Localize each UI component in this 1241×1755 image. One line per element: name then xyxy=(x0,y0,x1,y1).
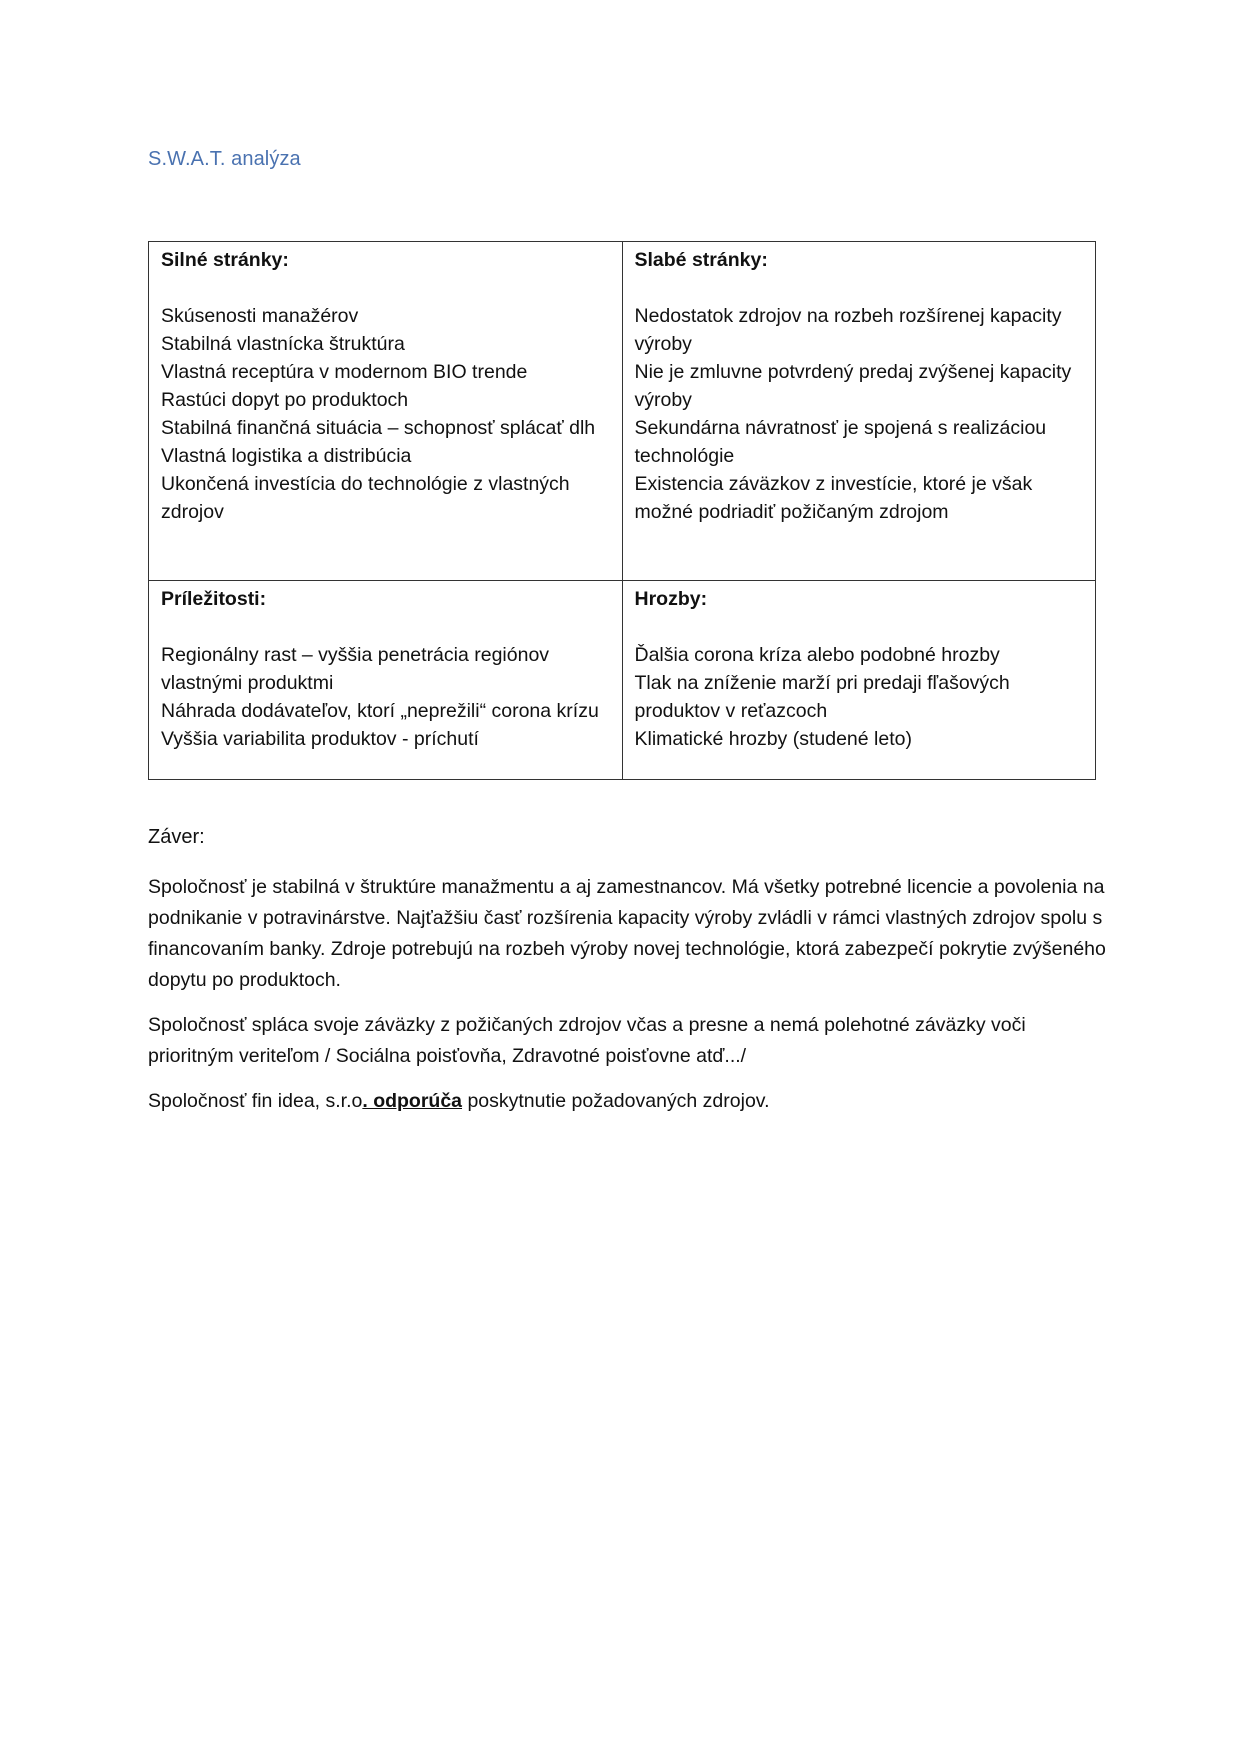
threats-cell xyxy=(622,581,1096,780)
page-title: S.W.A.T. analýza xyxy=(148,148,301,170)
recommendation-paragraph xyxy=(148,1086,1108,1117)
list-item: Stabilná finančná situácia – schopnosť splácať dlh xyxy=(161,417,596,439)
list-item: Klimatické hrozby (studené leto) xyxy=(634,728,912,750)
swot-table xyxy=(148,241,1096,780)
strengths-list xyxy=(161,302,610,526)
opportunities-title: Príležitosti: xyxy=(161,588,267,610)
list-item: Nie je zmluvne potvrdený predaj zvýšenej kapacity výroby xyxy=(634,361,1072,411)
opportunities-list xyxy=(161,641,610,753)
list-item: Tlak na zníženie marží pri predaji fľašových produktov v reťazcoch xyxy=(634,672,1010,722)
list-item: Regionálny rast – vyššia penetrácia regiónov vlastnými produktmi xyxy=(161,644,550,694)
list-item: Stabilná vlastnícka štruktúra xyxy=(161,333,405,355)
weaknesses-list xyxy=(635,302,1084,526)
list-item: Ďalšia corona kríza alebo podobné hrozby xyxy=(634,644,1000,666)
list-item: Skúsenosti manažérov xyxy=(161,305,359,327)
conclusion-title: Záver: xyxy=(148,826,205,848)
list-item: Nedostatok zdrojov na rozbeh rozšírenej kapacity výroby xyxy=(634,305,1062,355)
opportunities-cell xyxy=(149,581,623,780)
recommendation-keyword: . odporúča xyxy=(362,1090,463,1112)
strengths-title: Silné stránky: xyxy=(161,249,289,271)
recommendation-suffix: poskytnutie požadovaných zdrojov. xyxy=(462,1090,770,1112)
list-item: Vyššia variabilita produktov - príchutí xyxy=(161,728,479,750)
list-item: Vlastná logistika a distribúcia xyxy=(161,445,412,467)
strengths-cell xyxy=(149,242,623,581)
weaknesses-title: Slabé stránky: xyxy=(634,249,768,271)
conclusion-paragraph-2: Spoločnosť spláca svoje záväzky z požičaných zdrojov včas a presne a nemá polehotné záväzky voči prioritným veriteľom / Sociálna poisťovňa, Zdravotné poisťovne atď.../ xyxy=(148,1014,1026,1067)
threats-title: Hrozby: xyxy=(634,588,708,610)
list-item: Sekundárna návratnosť je spojená s realizáciou technológie xyxy=(634,417,1047,467)
list-item: Rastúci dopyt po produktoch xyxy=(161,389,409,411)
conclusion-paragraph-1: Spoločnosť je stabilná v štruktúre manažmentu a aj zamestnancov. Má všetky potrebné licencie a povolenia na podnikanie v potravinárstve. Najťažšiu časť rozšírenia kapacity výroby zvládli v rámci vlastných zdrojov spolu s financovaním banky. Zdroje potrebujú na rozbeh výroby novej technológie, ktorá zabezpečí pokrytie zvýšeného dopytu po produktoch. xyxy=(148,876,1106,991)
threats-list xyxy=(635,641,1084,753)
recommendation-prefix: Spoločnosť fin idea, s.r.o xyxy=(148,1090,363,1112)
list-item: Ukončená investícia do technológie z vlastných zdrojov xyxy=(161,473,570,523)
weaknesses-cell xyxy=(622,242,1096,581)
list-item: Existencia záväzkov z investície, ktoré je však možné podriadiť požičaným zdrojom xyxy=(634,473,1033,523)
list-item: Vlastná receptúra v modernom BIO trende xyxy=(161,361,528,383)
list-item: Náhrada dodávateľov, ktorí „neprežili“ corona krízu xyxy=(161,700,599,722)
